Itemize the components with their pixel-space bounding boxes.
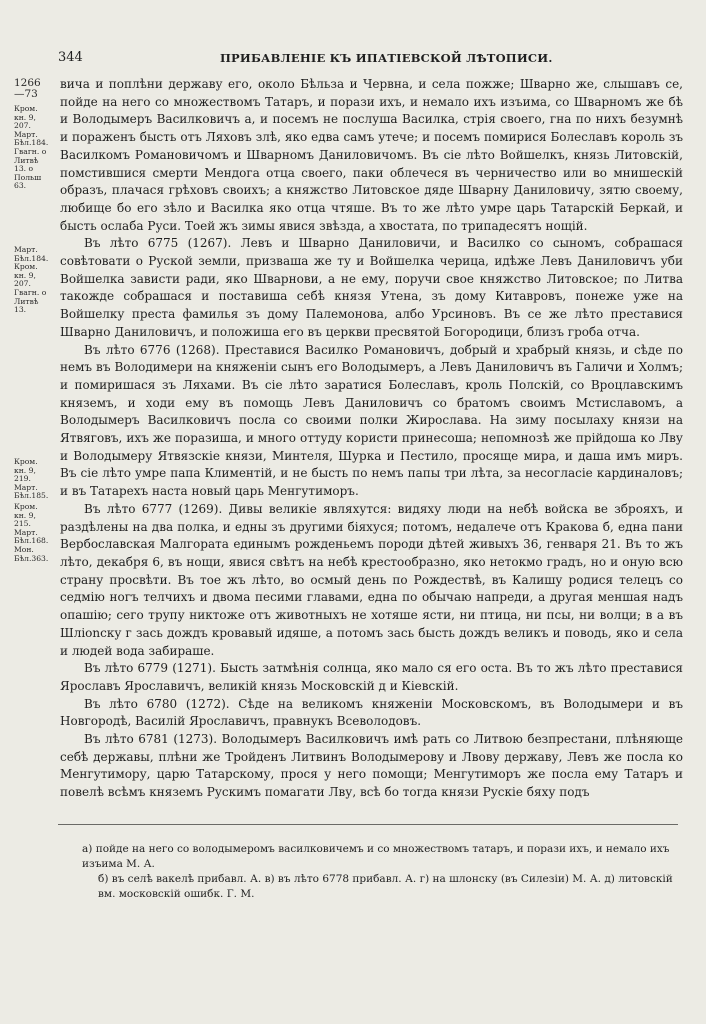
body-paragraph: Въ лѣто 6779 (1271). Бысть затмѣнія солнца, яко мало ся его оста. Въ то жъ лѣто преставися Ярославъ Ярославичъ, великій князь Московскій д и Кіевскій. (60, 661, 683, 693)
body-paragraph: Въ лѣто 6776 (1268). Преставися Василко Романовичъ, добрый и храбрый князь, и сѣде по немъ въ Володимери на княженіи сынъ его Володымеръ, а Левъ Даниловичъ въ Галичи и Холмъ; и помиришася зъ Ляхами. Въ сіе лѣто заратися Болеславъ, кроль Полскій, со Вроцлавскимъ княземъ, и ходи ему въ помощь Левъ Даниловичъ со братомъ своимъ Мстиславомъ, а Володымеръ Василковичъ посла со своими полки Жирослава. На зиму посылаху князи на Ятвяговъ, ихъ же поразиша, и много оттуду користи принесоша; непомнозѣ же прійдоша ко Лву и Володымеру Ятвязскіе князи, Минтеля, Шурка и Пестило, просяще мира, и даша имъ миръ. Въ сіе лѣто умре папа Климентій, и не бысть по немъ папы три лѣта, за несогласіе кардиналовъ; и въ Татарехъ наста новый царь Менгутиморъ. (60, 342, 683, 499)
footnote: а) пойде на него со володымеромъ василковичемъ и со множествомъ татаръ, и порази ихъ, и немало ихъ изъима М. А. (82, 843, 670, 870)
body-paragraph: Въ лѣто 6777 (1269). Дивы великіе являхутся: видяху люди на небѣ войска ве зброяхъ, и раздѣлены на два полка, и едны зъ другими біяхуся; потомъ, недалече отъ Кракова б, една пани Вербославская Малгората единымъ рожденьемъ породи дѣтей живыхъ 36, генваря 21. Въ то жъ лѣто, декабря 6, въ нощи, явися свѣтъ на небѣ крестообразно, яко нетокмо градъ, но и оную всю страну просвѣти. Въ тое жъ лѣто, во осмый день по Рождествѣ, въ Калишу родися телецъ со седмію ногъ телчихъ и двома песими главами, една по обычаю напреди, а другая меншая надъ опашію; сего трупу никтоже отъ животныхъ не хотяше ясти, ни птица, ни псы, ни волци; в а въ Шлionску г зась дождъ кровавый идяше, а потомъ зась бысть дождъ великъ и поводь, яко и села и людей вода забираше. (60, 501, 683, 658)
body-paragraph: Въ лѣто 6775 (1267). Левъ и Шварно Даниловичи, и Василко со сыномъ, собрашася совѣтовати о Руской земли, призваша же ту и Войшелка черица, идѣже Левъ Даниловичъ уби Войшелка зависти ради, яко Шварнови, а не ему, поручи свое княжство Литовское; по Литва такожде собрашася и поставиша себѣ князя Утена, зъ дому Китавровъ, понеже уже на Войшелку преста фамилья зъ дому Палемонова, албо Урсиновъ. Въ се же лѣто преставися Шварно Даниловичъ, и положиша его въ церкви пресвятой Богородици, близъ гроба отча. (60, 236, 683, 339)
running-title: ПРИБАВЛЕНІЕ КЪ ИПАТІЕВСКОЙ ЛѢТОПИСИ. (220, 51, 553, 65)
body-paragraph: Въ лѣто 6780 (1272). Сѣде на великомъ княженіи Московскомъ, въ Володымери и въ Новгородѣ, Василій Ярославичъ, правнукъ Всеволодовъ. (60, 696, 683, 729)
footnotes (82, 842, 682, 902)
margin-source-note: Кром. кн. 9, 207. Март. Бѣл.184. Гвагн. о Литвѣ 13. о Польш 63. (14, 104, 49, 191)
body-paragraph: вича и поплѣни державу его, около Бѣльза и Червна, и села пожже; Шварно же, слышавъ се, пойде на него со множествомъ Татаръ, и порази ихъ, и немало ихъ изъима, со Шварномъ же бѣ и Володымеръ Василковичъ а, и посемъ не послуша Василка, стрія своего, гна по нихъ безумнѣ и пораженъ бысть отъ Ляховъ злѣ, яко едва самъ утече; и посемъ помирися Болеславъ король зъ Василкомъ Романовичомъ и Шварномъ Даниловичомъ. Въ сіе лѣто Войшелкъ, князь Литовскій, помстившися смерти Мендога отца своего, паки облечеся въ черничество или во мнишескій образъ, плачася грѣховъ своихъ; а княжство Литовское дяде Шварну Даниловичу, зятю своему, любище бо его зѣло и Василка яко отца чтяше. Въ то же лѣто умре царь Татарскій Беркай, и бысть ослаба Руси. Тоей жъ зимы явися звѣзда, а хвостата, по трипадесятъ нощій. (60, 77, 683, 233)
margin-source-note: Март. Бѣл.184. Кром. кн. 9, 207. Гвагн. о Литвѣ 13. (14, 245, 49, 315)
footnote-divider (58, 824, 678, 825)
margin-source-note: Кром. кн. 9, 219. Март. Бѣл.185. (14, 457, 49, 501)
body-paragraph: Въ лѣто 6781 (1273). Володымеръ Василковичъ имѣ рать со Литвою безпрестани, плѣняюще себѣ державы, плѣни же Тройденъ Литвинъ Володымерову и Лвову державу, Левъ же посла ко Менгутимору, царю Татарскому, прося у него помощи; Менгутиморъ же посла ему Татаръ и повелѣ всѣмъ княземъ Рускимъ помагати Лву, всѣ бо тогда князи Рускіе бяху подъ (60, 732, 683, 800)
page-header (58, 50, 678, 70)
margin-year-range: 1266 —73 (14, 77, 41, 100)
margin-source-note: Кром. кн. 9, 215. Март. Бѣл.168. Мон. Бѣл.363. (14, 502, 49, 563)
page-number: 344 (58, 50, 83, 65)
footnote: б) въ селѣ вакелѣ прибавл. А. в) въ лѣто 6778 прибавл. А. г) на шлонску (въ Силезіи) М. А. д) литовскій вм. московскій ошибк. Г. М. (98, 873, 673, 900)
main-text (60, 76, 683, 802)
